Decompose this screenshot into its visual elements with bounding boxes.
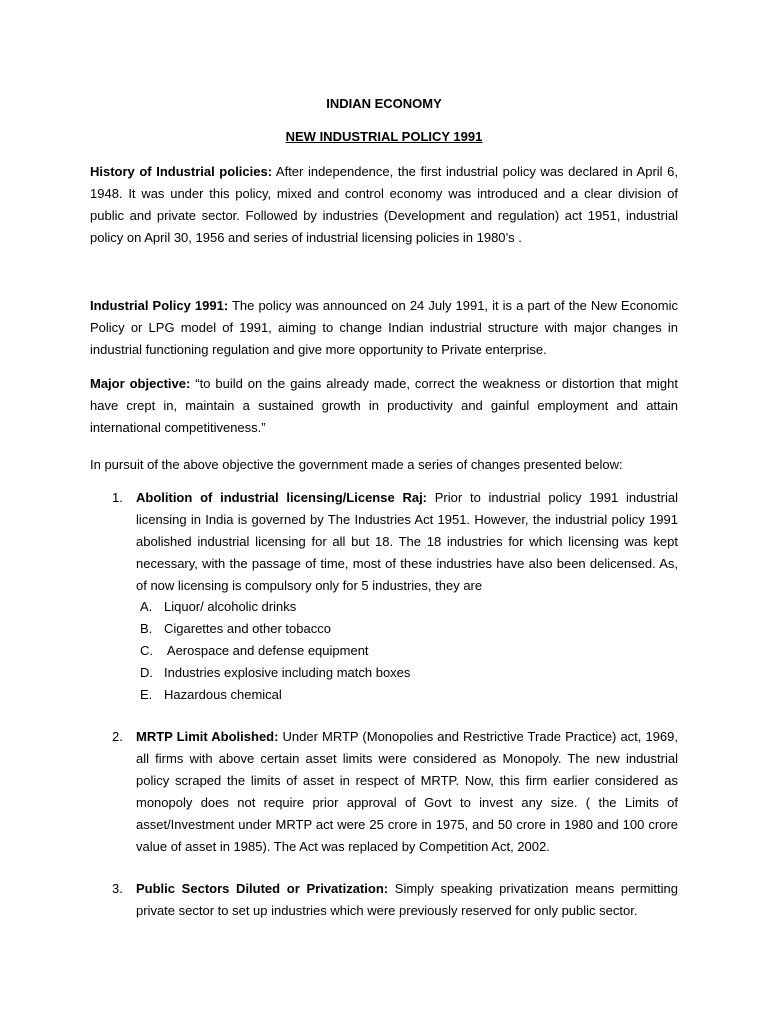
sub-list-text: Hazardous chemical <box>164 687 282 702</box>
list-item-number: 2. <box>112 729 123 744</box>
sub-list-text: Industries explosive including match boxes <box>164 665 411 680</box>
sub-list-item <box>140 662 660 684</box>
sub-list-text: Cigarettes and other tobacco <box>164 621 331 636</box>
list-item-body <box>136 487 678 597</box>
list-item-privatization <box>90 878 678 922</box>
sub-list-letter: D. <box>140 665 153 680</box>
history-paragraph <box>90 161 678 249</box>
history-text: After independence, the first industrial policy was declared in April 6, 1948. It was under this policy, mixed and control economy was introduced and a clear division of public and private sector. Followed by industries (Development and regulation) act 1951, industrial policy on April 30, 1956 and series of industrial licensing policies in 1980’s . <box>90 164 678 245</box>
history-label: History of Industrial policies: <box>90 164 273 179</box>
list-item-label: Public Sectors Diluted or Privatization: <box>136 881 389 896</box>
policy-1991-label: Industrial Policy 1991: <box>90 298 229 313</box>
sub-list-letter: C. <box>140 643 153 658</box>
list-item-text: Prior to industrial policy 1991 industrial licensing in India is governed by The Industries Act 1951. However, the industrial policy 1991 abolished industrial licensing for all but 18. The 18 industries for which licensing was kept necessary, with the passage of time, most of these industries have also been delicensed. As, of now licensing is compulsory only for 5 industries, they are <box>136 490 678 593</box>
list-item-label: Abolition of industrial licensing/License Raj: <box>136 490 428 505</box>
list-item-body <box>136 726 678 858</box>
document-subtitle: NEW INDUSTRIAL POLICY 1991 <box>285 129 483 144</box>
sub-list-item <box>140 684 660 706</box>
document-title: INDIAN ECONOMY <box>326 96 442 111</box>
sub-list-item <box>140 640 660 662</box>
list-item-label: MRTP Limit Abolished: <box>136 729 279 744</box>
sub-list-letter: A. <box>140 599 153 614</box>
sub-list-text: Aerospace and defense equipment <box>164 643 369 658</box>
list-item-text: Simply speaking privatization means permitting private sector to set up industries which were previously reserved for only public sector. <box>136 881 678 918</box>
sub-list-item <box>140 618 660 640</box>
sub-list-letter: E. <box>140 687 153 702</box>
list-item-number: 1. <box>112 490 123 505</box>
major-objective-label: Major objective: <box>90 376 191 391</box>
major-objective-paragraph <box>90 373 678 439</box>
list-item-body <box>136 878 678 922</box>
major-objective-text: “to build on the gains already made, correct the weakness or distortion that might have crept in, maintain a sustained growth in productivity and gainful employment and attain international competitiveness.” <box>90 376 678 435</box>
list-item-licensing <box>90 487 678 597</box>
list-item-mrtp <box>90 726 678 858</box>
licensed-industries-list <box>140 596 660 706</box>
sub-list-item <box>140 596 660 618</box>
policy-1991-paragraph <box>90 295 678 361</box>
pursuit-paragraph: In pursuit of the above objective the government made a series of changes presented below: <box>90 457 623 472</box>
list-item-text: Under MRTP (Monopolies and Restrictive Trade Practice) act, 1969, all firms with above certain asset limits were considered as Monopoly. The new industrial policy scraped the limits of asset in respect of MRTP. Now, this firm earlier considered as monopoly does not require prior approval of Govt to invest any size. ( the Limits of asset/Investment under MRTP act were 25 crore in 1975, and 50 crore in 1980 and 100 crore value of asset in 1985). The Act was replaced by Competition Act, 2002. <box>136 729 678 854</box>
policy-1991-text: The policy was announced on 24 July 1991, it is a part of the New Economic Policy or LPG model of 1991, aiming to change Indian industrial structure with major changes in industrial functioning regulation and give more opportunity to Private enterprise. <box>90 298 678 357</box>
sub-list-letter: B. <box>140 621 153 636</box>
sub-list-text: Liquor/ alcoholic drinks <box>164 599 297 614</box>
list-item-number: 3. <box>112 881 123 896</box>
